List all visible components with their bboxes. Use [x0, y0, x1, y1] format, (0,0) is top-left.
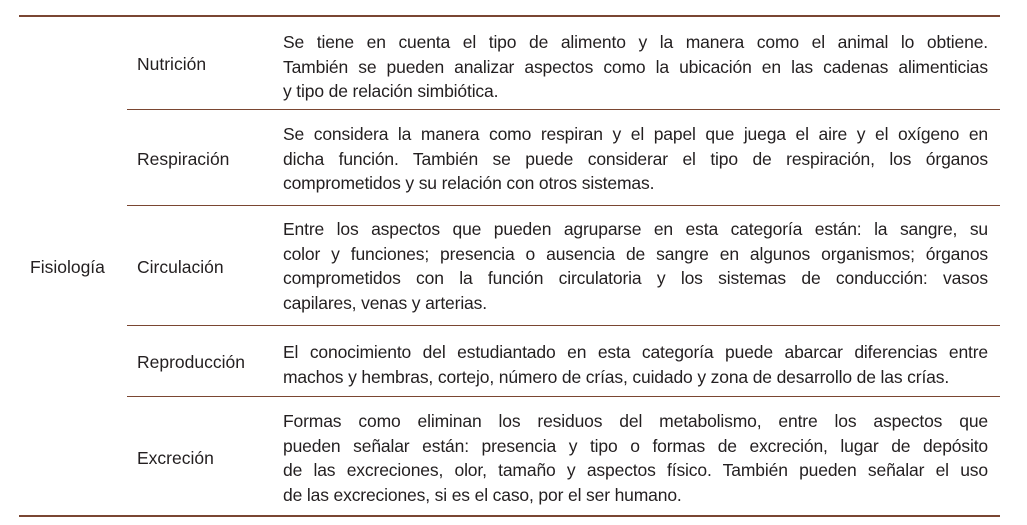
description-line: El conocimiento del estudiantado en esta categoría puede abarcar diferencias entre [283, 342, 988, 362]
table-top-rule [19, 15, 1000, 17]
row-description-excrecion [283, 409, 988, 507]
description-line: capilares, venas y arterias. [283, 292, 487, 313]
row-description-nutricion [283, 30, 988, 104]
description-line: comprometidos con la función circulatoria y los sistemas de conducción: vasos [283, 268, 988, 288]
description-line: y tipo de relación simbiótica. [283, 81, 499, 101]
description-line: pueden señalar están: presencia y tipo o formas de excreción, lugar de depósito [283, 435, 988, 456]
row-divider [127, 325, 1000, 326]
row-description-reproduccion [283, 340, 988, 389]
description-line: comprometidos y su relación con otros sistemas. [283, 173, 655, 193]
table-bottom-rule [19, 515, 1000, 517]
category-label: Fisiología [30, 257, 105, 277]
description-line: de las excreciones, si es el caso, por el ser humano. [283, 484, 682, 505]
row-label-excrecion: Excreción [137, 448, 214, 468]
row-label-circulacion: Circulación [137, 257, 224, 277]
row-description-respiracion [283, 122, 988, 196]
row-divider [127, 396, 1000, 397]
row-divider [127, 109, 1000, 110]
description-line: dicha función. También se puede considerar el tipo de respiración, los órganos [283, 148, 988, 169]
description-line: color y funciones; presencia o ausencia de sangre en algunos organismos; órganos [283, 243, 988, 264]
row-label-nutricion: Nutrición [137, 54, 207, 74]
description-line: También se pueden analizar aspectos como la ubicación en las cadenas alimenticias [283, 56, 988, 77]
row-divider [127, 205, 1000, 206]
row-label-reproduccion: Reproducción [137, 352, 245, 372]
description-line: machos y hembras, cortejo, número de crías, cuidado y zona de desarrollo de las crías. [283, 366, 950, 387]
description-line: Entre los aspectos que pueden agruparse en esta categoría están: la sangre, su [283, 219, 988, 239]
description-line: de las excreciones, olor, tamaño y aspectos físico. También pueden señalar el uso [283, 460, 988, 480]
row-label-respiracion: Respiración [137, 149, 230, 169]
description-line: Se tiene en cuenta el tipo de alimento y la manera como el animal lo obtiene. [283, 32, 988, 52]
row-description-circulacion [283, 217, 988, 315]
description-line: Se considera la manera como respiran y el papel que juega el aire y el oxígeno en [283, 124, 988, 144]
description-line: Formas como eliminan los residuos del metabolismo, entre los aspectos que [283, 411, 988, 431]
